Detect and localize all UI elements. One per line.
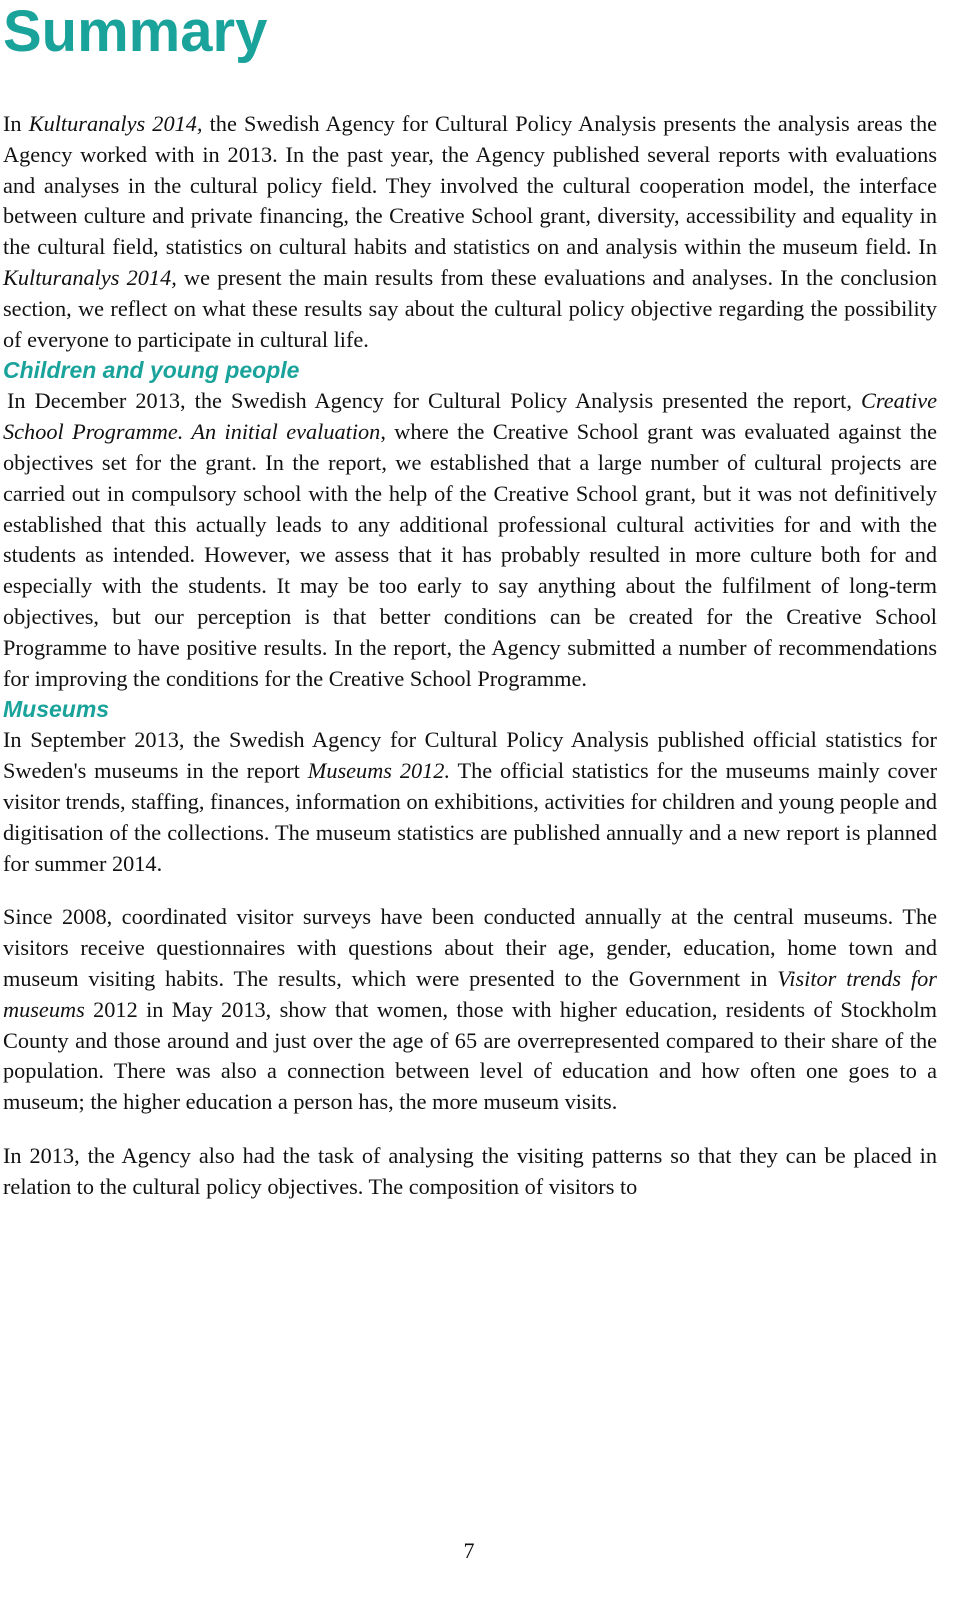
museums-p1-text-1: In September 2013, the Swedish Agency for Cultural Policy Analysis published official statistics for Sweden's museums in the report xyxy=(3,727,937,784)
intro-italic-2: Kulturanalys 2014, xyxy=(3,264,177,290)
intro-text-3: we present the main results from these evaluations and analyses. In the conclusion section, we reflect on what these results say about the cultural policy objective regarding the possibility of everyone to participate in cultural life. xyxy=(3,264,937,352)
children-text-1: In December 2013, the Swedish Agency for Cultural Policy Analysis presented the report, xyxy=(7,388,862,414)
museums-paragraph-1 xyxy=(3,725,937,879)
intro-paragraph xyxy=(3,109,937,355)
museums-p2-text-2: 2012 in May 2013, show that women, those with higher education, residents of Stockholm County and those around and just over the age of 65 are overrepresented compared to their share of the population. There was also a connection between level of education and how often one goes to a museum; the higher education a person has, the more museum visits. xyxy=(3,996,937,1115)
museums-p1-text-2: The official statistics for the museums mainly cover visitor trends, staffing, finances, information on exhibitions, activities for children and young people and digitisation of the collections. The museum statistics are published annually and a new report is planned for summer 2014. xyxy=(3,758,938,876)
children-paragraph xyxy=(3,386,937,694)
museums-paragraph-3 xyxy=(3,1141,937,1203)
page-title: Summary xyxy=(3,0,268,64)
page-number: 7 xyxy=(463,1538,475,1563)
document-page xyxy=(3,0,937,1203)
museums-paragraph-2 xyxy=(3,902,937,1118)
intro-italic-1: Kulturanalys 2014, xyxy=(28,111,203,136)
museums-p3-text-1: In 2013, the Agency also had the task of analysing the visiting patterns so that they can be placed in relation to the cultural policy objectives. The composition of visitors to xyxy=(3,1142,937,1199)
museums-p2-text-1: Since 2008, coordinated visitor surveys have been conducted annually at the central museums. The visitors receive questionnaires with questions about their age, gender, education, home town and museum visiting habits. The results, which were presented to the Government in xyxy=(3,904,937,991)
intro-text-2: the Swedish Agency for Cultural Policy Analysis presents the analysis areas the Agency worked with in 2013. In the past year, the Agency published several reports with evaluations and analyses in the cultural policy field. They involved the cultural cooperation model, the interface between culture and private financing, the Creative School grant, diversity, accessibility and equality in the cultural field, statistics on cultural habits and statistics on and analysis within the museum field. In xyxy=(3,111,937,260)
children-text-2: , where the Creative School grant was evaluated against the objectives set for the grant. In the report, we established that a large number of cultural projects are carried out in compulsory school with the help of the Creative School grant, but it was not definitively established that this actually leads to any additional professional cultural activities for and with the students as intended. However, we assess that it has probably resulted in more culture both for and especially with the students. It may be too early to say anything about the fulfilment of long-term objectives, but our perception is that better conditions can be created for the Creative School Programme to have positive results. In the report, the Agency submitted a number of recommendations for improving the conditions for the Creative School Programme. xyxy=(3,419,937,691)
museums-p1-italic-1: Museums 2012. xyxy=(307,758,451,784)
section-heading-children: Children and young people xyxy=(3,357,300,384)
children-italic-1: Creative School Programme. An initial evaluation xyxy=(3,388,937,445)
museums-p2-italic-1: Visitor trends for museums xyxy=(3,965,937,1022)
section-heading-museums: Museums xyxy=(3,696,110,723)
intro-text-1: In xyxy=(3,111,29,136)
